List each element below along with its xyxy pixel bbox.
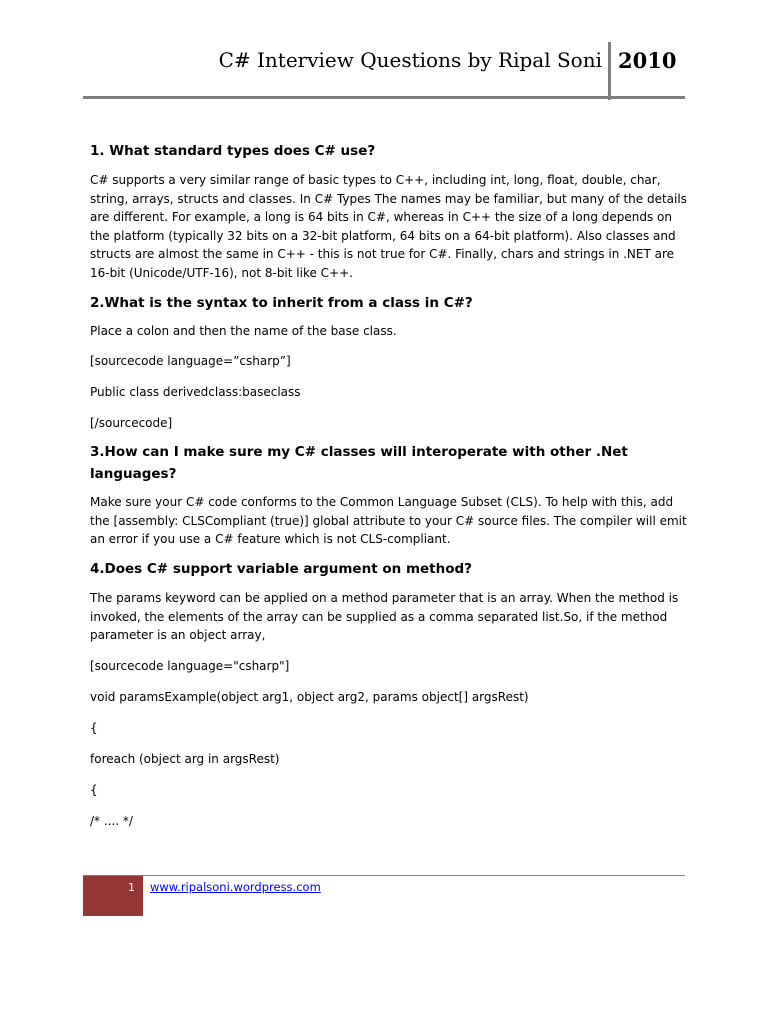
website-link[interactable]: www.ripalsoni.wordpress.com: [150, 880, 321, 894]
question-heading: 2.What is the syntax to inherit from a class in C#?: [90, 294, 473, 311]
code-line: foreach (object arg in argsRest): [90, 751, 280, 766]
document-year: 2010: [618, 48, 677, 73]
code-line: [/sourcecode]: [90, 416, 173, 431]
code-line: /* .... */: [90, 813, 133, 828]
answer-paragraph: Make sure your C# code conforms to the Common Language Subset (CLS). To help with this, add the [assembly: CLSCompliant (true)] global attribute to your C# source files. The compiler will emit an error if you use a C# feature which is not CLS-compliant.: [90, 495, 687, 547]
answer-paragraph: C# supports a very similar range of basic types to C++, including int, long, float, double, char, string, arrays, structs and classes. In C# Types The names may be familiar, but many of the details are different. For example, a long is 64 bits in C#, whereas in C++ the size of a long depends on the platform (typically 32 bits on a 32-bit platform, 64 bits on a 64-bit platform). Also classes and structs are almost the same in C++ - this is not true for C#. Finally, chars and strings in .NET are 16-bit (Unicode/UTF-16), not 8-bit like C++.: [90, 173, 687, 280]
answer-paragraph: Place a colon and then the name of the base class.: [90, 323, 397, 338]
question-heading: 4.Does C# support variable argument on method?: [90, 560, 472, 577]
question-heading: 3.How can I make sure my C# classes will interoperate with other .Net languages?: [90, 444, 628, 483]
header-divider: [608, 42, 611, 100]
page-number: 1: [128, 881, 135, 894]
header-rule: [83, 96, 685, 99]
question-heading: 1. What standard types does C# use?: [90, 143, 376, 159]
code-line: {: [90, 720, 98, 735]
footer-rule: [83, 875, 685, 876]
question-2: [90, 292, 690, 433]
document-title: C# Interview Questions by Ripal Soni: [218, 48, 602, 72]
code-line: void paramsExample(object arg1, object arg2, params object[] argsRest): [90, 689, 529, 704]
page-content: [90, 140, 690, 830]
code-line: [sourcecode language="csharp"]: [90, 658, 290, 673]
question-4: [90, 558, 690, 830]
answer-paragraph: The params keyword can be applied on a method parameter that is an array. When the method is invoked, the elements of the array can be supplied as a comma separated list.So, if the method parameter is an object array,: [90, 590, 679, 643]
question-1: [90, 140, 690, 283]
question-3: [90, 441, 690, 549]
code-line: [sourcecode language=”csharp”]: [90, 354, 291, 369]
code-line: Public class derivedclass:baseclass: [90, 385, 301, 400]
code-line: {: [90, 782, 98, 797]
